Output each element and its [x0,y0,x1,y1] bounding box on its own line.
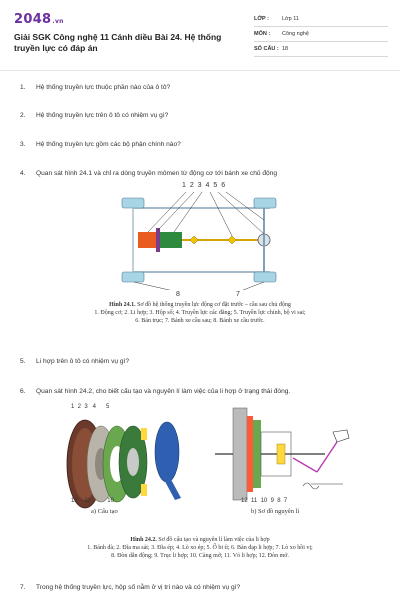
meta-row-subject [254,27,388,42]
figure-clutch-diagram [55,402,355,532]
figure-label-8: 8 [176,291,180,298]
question-text: Quan sát hình 24.2, cho biết cấu tạo và nguyên lí làm việc của li hợp ở trạng thái đóng. [36,388,291,395]
question-number: 1. [20,84,26,91]
question-number: 7. [20,584,26,591]
meta-row-count [254,42,388,57]
question-item[interactable] [20,141,381,148]
logo-suffix: .vn [52,18,64,25]
question-item[interactable] [20,358,381,365]
question-text: Quan sát hình 24.1 và chỉ ra dòng truyền mômen từ động cơ tới bánh xe chủ động [36,170,278,177]
meta-label: MÔN : [254,31,271,37]
logo-text: 2048 [14,12,52,27]
question-item[interactable] [20,388,381,395]
figure-part-labels: 1 2 3 4 5 [71,404,110,410]
question-text: Hệ thống truyền lực thuộc phần nào của ô tô? [36,84,171,91]
figure-part-labels: 12 11 10 9 8 7 [241,498,288,504]
caption-figure-title: Sơ đồ hệ thống truyền lực động cơ đặt trước – cầu sau chủ động [137,302,291,308]
meta-label: SỐ CÂU : [254,46,279,52]
meta-value: 18 [282,46,289,52]
schematic-pedal-lever [317,442,337,472]
figure-caption-24-1 [20,301,380,325]
caption-title-line [20,301,380,309]
figure-caption-24-2 [20,536,380,560]
subfigure-b-caption: b) Sơ đồ nguyên lí [251,508,300,515]
caption-legend-line: 1. Động cơ; 2. Li hợp; 3. Hộp số; 4. Truyền lực các đăng; 5. Truyền lực chính, bộ vi sai; [94,310,306,316]
question-number: 3. [20,141,26,148]
figure-drivetrain-diagram [120,180,290,290]
rear-wheel-top [254,198,276,208]
meta-row-class [254,12,388,27]
document-header [14,12,388,64]
caption-figure-number: Hình 24.2. [130,537,157,543]
site-logo[interactable] [14,12,64,27]
front-wheel-top [122,198,144,208]
drivetrain-svg [120,180,290,290]
question-text: Li hợp trên ô tô có nhiệm vụ gì? [36,358,130,365]
figure-part-labels: 12 11 10 [71,498,114,504]
rear-wheel-bottom [254,272,276,282]
question-number: 5. [20,358,26,365]
question-text: Hệ thống truyền lực gồm các bộ phận chính nào? [36,141,181,148]
document-title: Giải SGK Công nghệ 11 Cánh diều Bài 24. Hệ thống truyền lực có đáp án [14,32,222,53]
question-item[interactable] [20,84,381,91]
figure-part-labels: 1 2 3 4 5 6 [182,182,227,189]
engine-block [138,232,156,248]
schematic-flywheel [233,408,247,500]
question-text: Trong hệ thống truyền lực, hộp số nằm ở vị trí nào và có nhiệm vụ gì? [36,584,241,591]
header-divider [0,70,400,71]
meta-value: Lớp 11 [282,16,299,22]
question-number: 2. [20,112,26,119]
caption-figure-number: Hình 24.1. [109,302,136,308]
question-number: 4. [20,170,26,177]
caption-legend-line: 6. Bán trục; 7. Bánh xe cầu sau; 8. Bánh xe cầu trước. [135,318,265,324]
question-item[interactable] [20,584,381,591]
meta-label: LỚP : [254,16,269,22]
question-text: Hệ thống truyền lực trên ô tô có nhiệm vụ gì? [36,112,169,119]
question-item[interactable] [20,170,381,177]
caption-title-line [20,536,380,544]
front-wheel-bottom [122,272,144,282]
meta-value: Công nghệ [282,31,309,37]
caption-legend-line: 1. Bánh đà; 2. Đĩa ma sát; 3. Đĩa ép; 4. Lò xo ép; 5. Ổ bi tì; 6. Bàn đạp li hợp; 7. Lò xo hồi vị; [87,545,313,551]
caption-legend-line: 8. Đòn dẫn động; 9. Trục li hợp; 10. Càng mở; 11. Vỏ li hợp; 12. Đòn mở. [111,553,289,559]
subfigure-a-caption: a) Cấu tạo [91,508,118,515]
question-item[interactable] [20,112,381,119]
document-meta [254,12,388,57]
gearbox-block [160,232,182,248]
question-number: 6. [20,388,26,395]
caption-figure-title: Sơ đồ cấu tạo và nguyên lí làm việc của li hợp [158,537,270,543]
figure-label-7: 7 [236,291,240,298]
